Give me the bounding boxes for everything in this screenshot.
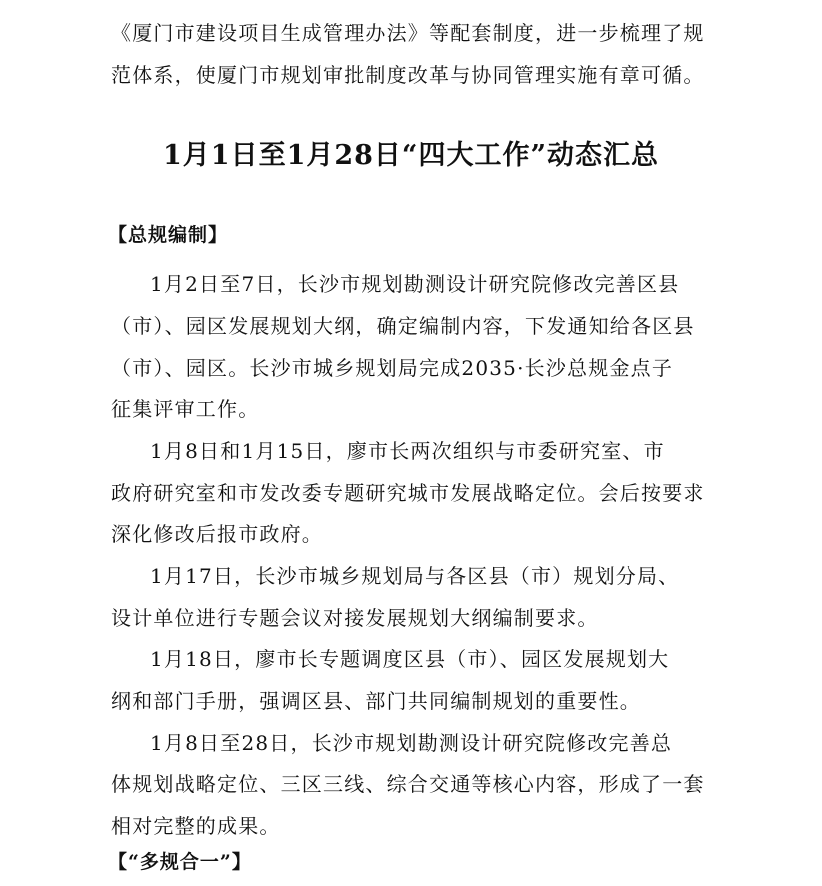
paragraph-4-line-1: 1月18日，廖市长专题调度区县（市）、园区发展规划大 xyxy=(150,647,670,671)
paragraph-3-line-1: 1月17日，长沙市城乡规划局与各区县（市）规划分局、 xyxy=(150,564,680,588)
paragraph-5-line-1: 1月8日至28日，长沙市规划勘测设计研究院修改完善总 xyxy=(150,731,673,755)
paragraph-1-line-4: 征集评审工作。 xyxy=(111,397,260,421)
section-heading-duogui: 【“多规合一”】 xyxy=(108,851,252,873)
intro-line-1: 《厦门市建设项目生成管理办法》等配套制度，进一步梳理了规 xyxy=(111,21,705,45)
paragraph-5-line-3: 相对完整的成果。 xyxy=(111,814,281,838)
paragraph-4-line-2: 纲和部门手册，强调区县、部门共同编制规划的重要性。 xyxy=(111,689,641,713)
paragraph-1-line-2: （市）、园区发展规划大纲，确定编制内容，下发通知给各区县 xyxy=(111,314,695,338)
section-heading-zonggui: 【总规编制】 xyxy=(108,224,229,246)
paragraph-1-line-1: 1月2日至7日，长沙市规划勘测设计研究院修改完善区县 xyxy=(150,272,680,296)
paragraph-1-line-3: （市）、园区。长沙市城乡规划局完成2035·长沙总规金点子 xyxy=(111,356,674,380)
paragraph-3-line-2: 设计单位进行专题会议对接发展规划大纲编制要求。 xyxy=(111,606,599,630)
paragraph-2-line-2: 政府研究室和市发改委专题研究城市发展战略定位。会后按要求 xyxy=(111,481,705,505)
paragraph-2-line-1: 1月8日和1月15日，廖市长两次组织与市委研究室、市 xyxy=(150,439,665,463)
paragraph-5-line-2: 体规划战略定位、三区三线、综合交通等核心内容，形成了一套 xyxy=(111,772,705,796)
paragraph-2-line-3: 深化修改后报市政府。 xyxy=(111,522,323,546)
page-title: 1月1日至1月28日“四大工作”动态汇总 xyxy=(163,140,659,171)
intro-line-2: 范体系，使厦门市规划审批制度改革与协同管理实施有章可循。 xyxy=(111,63,705,87)
